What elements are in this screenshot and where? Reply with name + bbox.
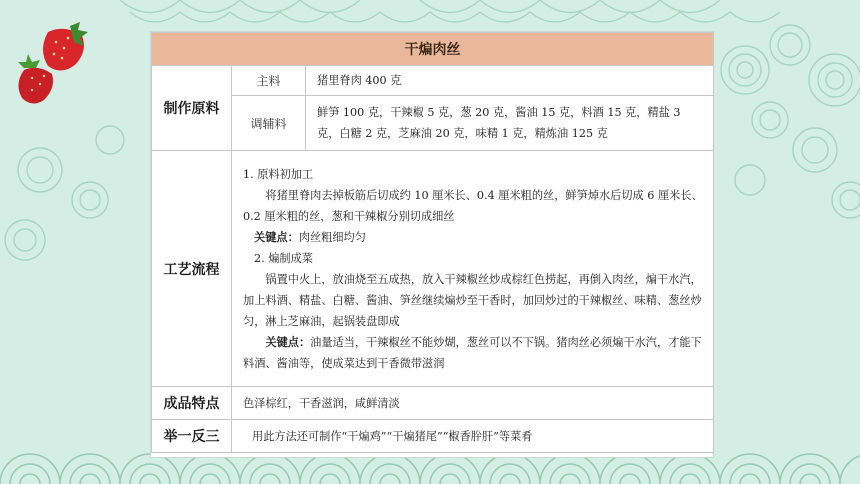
key-point-2	[243, 332, 705, 374]
recipe-card	[151, 32, 713, 457]
title-row	[152, 33, 714, 66]
aux-ingredient-value: 鲜笋 100 克，干辣椒 5 克，葱 20 克，酱油 15 克，料酒 15 克，精盐 3 克，白糖 2 克，芝麻油 20 克，味精 1 克，精炼油 125 克	[306, 96, 714, 151]
main-ingredient-row	[152, 66, 714, 96]
step2-text: 锅置中火上，放油烧至五成热，放入干辣椒丝炒成棕红色捞起，再倒入肉丝，煸干水汽，加上料酒、精盐、白糖、酱油、笋丝继续煸炒至干香时，加回炒过的干辣椒丝、味精、葱丝炒匀，淋上芝麻油，起锅装盘即成	[243, 272, 702, 328]
aux-ingredient-label: 调辅料	[232, 96, 306, 151]
key-point-2-label: 关键点：	[265, 335, 311, 349]
strawberry-icon	[10, 12, 105, 107]
main-ingredient-label: 主料	[232, 66, 306, 96]
key-point-1	[243, 227, 705, 248]
step1-text: 将猪里脊肉去掉板筋后切成约 10 厘米长、0.4 厘米粗的丝，鲜笋焯水后切成 6 厘米长、0.2 厘米粗的丝，葱和干辣椒分别切成细丝	[243, 188, 703, 223]
features-row	[152, 387, 714, 420]
process-label: 工艺流程	[152, 151, 232, 387]
features-label: 成品特点	[152, 387, 232, 420]
process-row	[152, 151, 714, 387]
features-value: 色泽棕红，干香滋润，咸鲜清淡	[232, 387, 714, 420]
process-content	[232, 151, 714, 387]
key-point-2-text: 油量适当，干辣椒丝不能炒煳，葱丝可以不下锅。猪肉丝必须煸干水汽，才能下料酒、酱油等，使成菜达到干香微带滋润	[243, 335, 702, 370]
step1-title: 1. 原料初加工	[243, 167, 314, 181]
key-point-1-label: 关键点：	[254, 230, 299, 244]
extension-value: 用此方法还可制作“干煸鸡”“干煸猪尾”“椒香肸肝”等菜肴	[232, 420, 714, 453]
strawberry-top	[43, 22, 88, 71]
ingredients-label: 制作原料	[152, 66, 232, 151]
key-point-1-text: 肉丝粗细均匀	[298, 230, 366, 244]
recipe-title: 干煸肉丝	[152, 33, 714, 66]
step2-title: 2. 煸制成菜	[254, 251, 313, 265]
extension-label: 举一反三	[152, 420, 232, 453]
main-ingredient-value: 猪里脊肉 400 克	[306, 66, 714, 96]
aux-ingredient-row	[152, 96, 714, 151]
extension-row	[152, 420, 714, 453]
recipe-table	[151, 32, 714, 453]
